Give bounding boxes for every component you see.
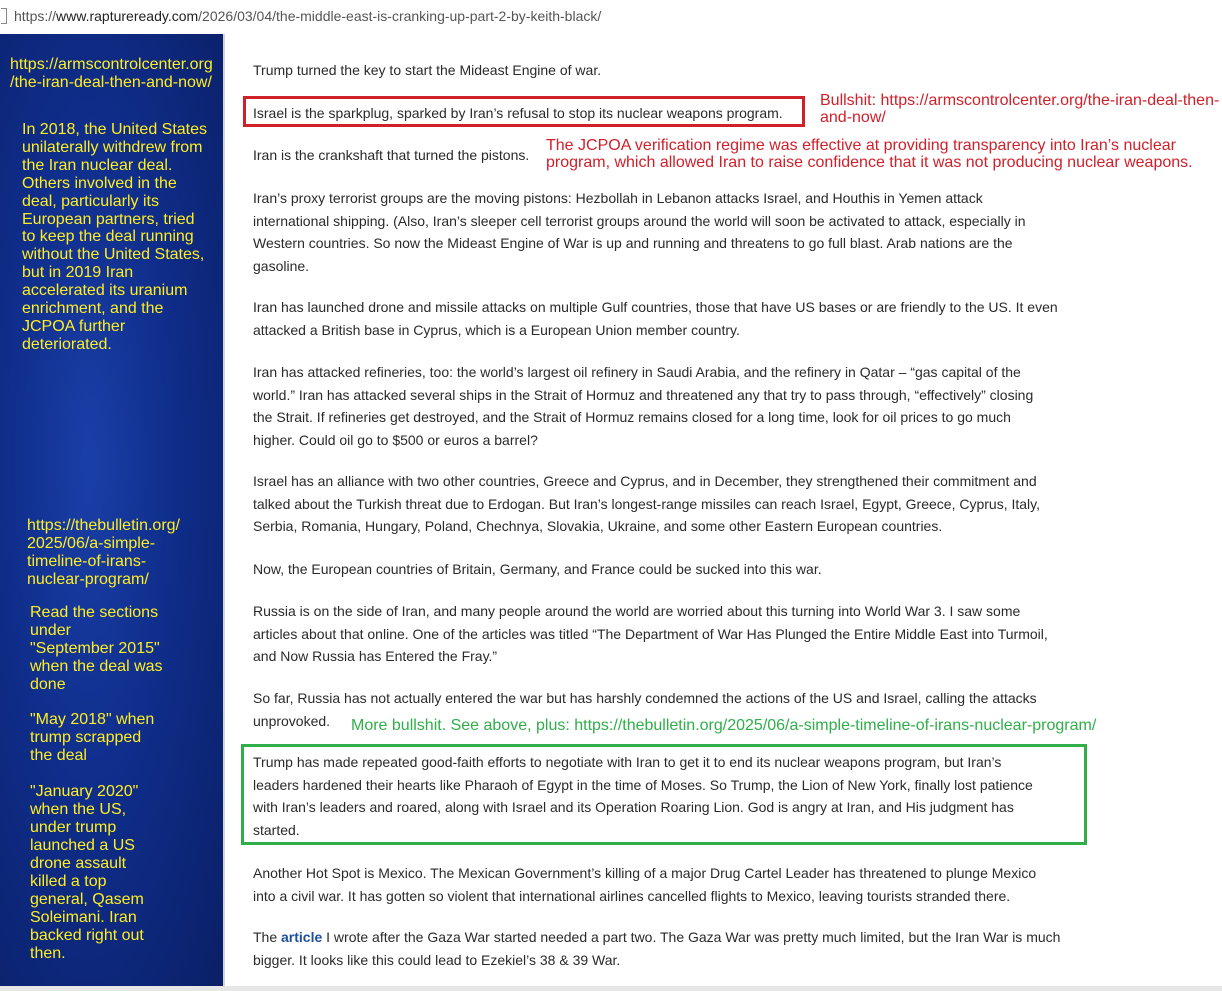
sidebar-link-bulletin[interactable]: https://thebulletin.org/ 2025/06/a-simple- timeline-of-irans- nuclear-program/	[27, 517, 180, 588]
paragraph-text: The	[253, 929, 282, 945]
green-highlight-box	[241, 744, 1087, 845]
paragraph-text: I wrote after the Gaza War started needed a part two. The Gaza War was pretty much limited, but the Iran War is much bigger. It looks like this could lead to Ezekiel’s 38 & 39 War.	[253, 929, 1061, 968]
red-highlight-box	[243, 96, 805, 127]
article-paragraph-highlighted: Israel is the sparkplug, sparked by Iran’s refusal to stop its nuclear weapons program.	[253, 105, 783, 121]
address-bar[interactable]	[0, 0, 1222, 35]
article-paragraph: Iran is the crankshaft that turned the pistons.	[253, 147, 530, 163]
sidebar-link-armscontrol[interactable]: https://armscontrolcenter.org /the-iran-deal-then-and-now/	[10, 56, 213, 91]
url-scheme: https://	[14, 8, 57, 24]
horizontal-scrollbar[interactable]	[0, 986, 1222, 991]
article-paragraph: Iran’s proxy terrorist groups are the moving pistons: Hezbollah in Lebanon attacks Israel, and Houthis in Yemen attack international shipping. (Also, Iran’s sleeper cell terrorist groups around the world will soon be activated to attack, especially in Western countries. So now the Mideast Engine of War is up and running and threatens to go full blast. Arab nations are the gasoline.	[253, 190, 1026, 274]
article-paragraph: Israel has an alliance with two other countries, Greece and Cyprus, and in December, they strengthened their commitment and talked about the Turkish threat due to Erdogan. But Iran’s longest-range missiles can reach Israel, Egypt, Greece, Cyprus, Italy, Serbia, Romania, Hungary, Poland, Chechnya, Slovakia, Ukraine, and some other Eastern European countries.	[253, 473, 1041, 534]
article-paragraph: Iran has launched drone and missile attacks on multiple Gulf countries, those that have US bases or are friendly to the US. It even attacked a British base in Cyprus, which is a European Union member country.	[253, 299, 1058, 338]
sidebar-note-jan-2020: "January 2020" when the US, under trump launched a US drone assault killed a top general, Qasem Soleimani. Iran backed right out then.	[30, 783, 144, 962]
red-annotation-bullshit: Bullshit: https://armscontrolcenter.org/the-iran-deal-then- and-now/	[820, 92, 1220, 126]
sidebar-note-sept-2015: Read the sections under "September 2015" when the deal was done	[30, 604, 163, 693]
article-paragraph: Now, the European countries of Britain, Germany, and France could be sucked into this war.	[253, 561, 822, 577]
article-paragraph: Trump turned the key to start the Mideast Engine of war.	[253, 62, 602, 78]
article-paragraph: Russia is on the side of Iran, and many people around the world are worried about this turning into World War 3. I saw some articles about that online. One of the articles was titled “The Department of War Has Plunged the Entire Middle East into Turmoil, and Now Russia has Entered the Fray.”	[253, 603, 1048, 664]
url-path: /2026/03/04/the-middle-east-is-cranking-up-part-2-by-keith-black/	[198, 8, 602, 24]
article-paragraph: So far, Russia has not actually entered the war but has harshly condemned the actions of the US and Israel, calling the attacks unprovoked.	[253, 690, 1037, 729]
sidebar-note-withdrawal: In 2018, the United States unilaterally withdrew from the Iran nuclear deal. Others involved in the deal, particularly its European partners, tried to keep the deal running without the United States, but in 2019 Iran accelerated its uranium enrichment, and the JCPOA further deteriorated.	[22, 121, 208, 353]
article-paragraph-with-link	[253, 926, 1103, 971]
url-host: www.raptureready.com	[56, 8, 199, 24]
article-paragraph: Iran has attacked refineries, too: the world’s largest oil refinery in Saudi Arabia, and the refinery in Qatar – “gas capital of the world.” Iran has attacked several ships in the Strait of Hormuz and threatened any that try to pass through, “effectively” closing the Strait. If refineries get destroyed, and the Strait of Hormuz remains closed for a long time, look for oil prices to go much higher. Could oil go to $500 or euros a barrel?	[253, 364, 1034, 448]
url-text[interactable]	[14, 8, 601, 24]
red-annotation-jcpoa: The JCPOA verification regime was effective at providing transparency into Iran’s nuclear program, which allowed Iran to raise confidence that it was not producing nuclear weapons.	[546, 137, 1193, 171]
article-paragraph-highlighted: Trump has made repeated good-faith efforts to negotiate with Iran to get it to end its nuclear weapons program, but Iran’s leaders hardened their hearts like Pharaoh of Egypt in the time of Moses. So Trump, the Lion of New York, finally lost patience with Iran’s leaders and roared, along with Israel and its Operation Roaring Lion. God is angry at Iran, and His judgment has started.	[253, 754, 1033, 838]
sidebar-note-may-2018: "May 2018" when trump scrapped the deal	[30, 711, 155, 764]
green-annotation-more: More bullshit. See above, plus: https://thebulletin.org/2025/06/a-simple-timeline-of-irans-nuclear-program/	[351, 717, 1097, 734]
article-link[interactable]: article	[281, 929, 323, 945]
article-paragraph: Another Hot Spot is Mexico. The Mexican Government’s killing of a major Drug Cartel Leader has threatened to plunge Mexico into a civil war. It has gotten so violent that international airlines cancelled flights to Mexico, leaving tourists stranded there.	[253, 865, 1037, 904]
page-info-icon[interactable]	[1, 8, 7, 24]
